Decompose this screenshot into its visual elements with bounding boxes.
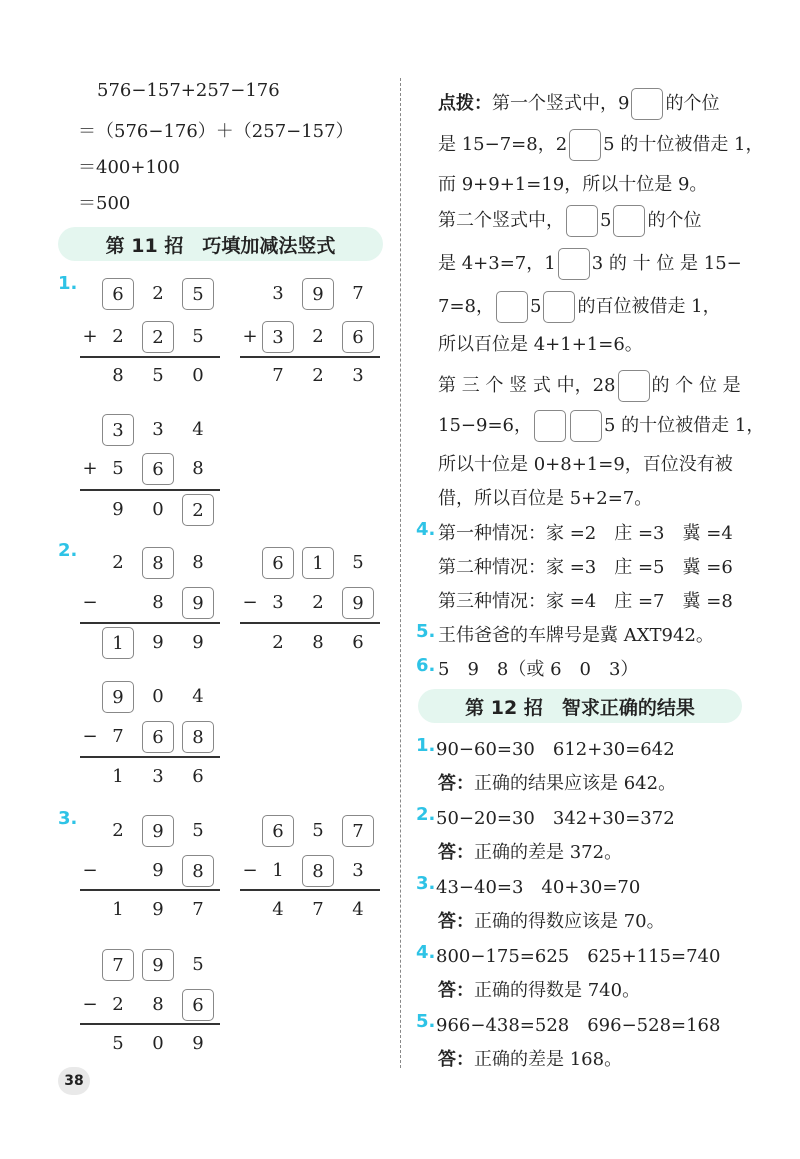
- operator: −: [82, 860, 98, 881]
- answer-line: 第三种情况：家 =4 庄 =7 冀 =8: [438, 591, 733, 612]
- calc-row: [240, 813, 380, 849]
- digit: 9: [152, 632, 164, 653]
- calc-row: [80, 813, 220, 849]
- digit: 0: [152, 686, 164, 707]
- calc-line: ＝400+100: [78, 157, 180, 178]
- answer-line: [438, 976, 640, 1002]
- hint-line: [438, 88, 719, 120]
- blank-box: [569, 129, 601, 161]
- answer-text: 正确的差是 168。: [474, 1049, 623, 1070]
- calc-rule: [80, 756, 220, 758]
- answer-box: 9: [302, 278, 334, 310]
- calc-line: 50−20=30 342+30=372: [436, 808, 675, 829]
- calc-rule: [240, 622, 380, 624]
- digit: 5: [112, 1033, 124, 1054]
- hint-line: [438, 291, 721, 323]
- digit: 8: [152, 994, 164, 1015]
- calc-row: [80, 719, 220, 755]
- digit: 9: [112, 499, 124, 520]
- answer-box: 6: [262, 815, 294, 847]
- calc-row: [240, 319, 380, 355]
- digit: 5: [192, 954, 204, 975]
- answer-box: 7: [102, 949, 134, 981]
- answer-text: 正确的差是 372。: [474, 842, 623, 863]
- digit: 7: [352, 283, 364, 304]
- blank-box: [570, 410, 602, 442]
- question-number: 6.: [416, 655, 436, 676]
- digit: 4: [192, 419, 204, 440]
- answer-label: 答：: [438, 1049, 474, 1070]
- calc-line: ＝500: [78, 193, 131, 214]
- answer-box: 9: [342, 587, 374, 619]
- calc-line: ＝（576−176）＋（257−157）: [78, 121, 354, 142]
- digit: 6: [352, 632, 364, 653]
- digit: 3: [272, 283, 284, 304]
- calc-row: [80, 892, 220, 928]
- hint-line: 所以十位是 0+8+1=9，百位没有被: [438, 454, 733, 475]
- calc-line: 90−60=30 612+30=642: [436, 739, 675, 760]
- operator: +: [82, 326, 98, 347]
- blank-box: [631, 88, 663, 120]
- digit: 3: [352, 365, 364, 386]
- digit: 2: [312, 326, 324, 347]
- answer-line: 第一种情况：家 =2 庄 =3 冀 =4: [438, 523, 733, 544]
- calc-row: [80, 412, 220, 448]
- answer-line: [438, 769, 676, 795]
- question-number: 4.: [416, 519, 436, 540]
- digit: 6: [192, 766, 204, 787]
- answer-box: 9: [142, 815, 174, 847]
- hint-text: 是 15−7=8，2: [438, 134, 568, 155]
- answer-box: 9: [102, 681, 134, 713]
- answer-label: 答：: [438, 842, 474, 863]
- operator: −: [242, 860, 258, 881]
- digit: 2: [112, 820, 124, 841]
- digit: 5: [152, 365, 164, 386]
- operator: +: [242, 326, 258, 347]
- digit: 0: [152, 1033, 164, 1054]
- hint-line: 借，所以百位是 5+2=7。: [438, 488, 653, 509]
- hint-line: [438, 370, 741, 402]
- blank-box: [496, 291, 528, 323]
- blank-box: [534, 410, 566, 442]
- digit: 9: [192, 632, 204, 653]
- digit: 8: [192, 458, 204, 479]
- calc-row: [80, 492, 220, 528]
- hint-text: 是 4+3=7，1: [438, 253, 556, 274]
- question-number: 1.: [416, 735, 436, 756]
- answer-box: 3: [262, 321, 294, 353]
- calc-rule: [80, 622, 220, 624]
- blank-box: [543, 291, 575, 323]
- digit: 5: [192, 326, 204, 347]
- digit: 4: [272, 899, 284, 920]
- answer-box: 8: [302, 855, 334, 887]
- blank-box: [613, 205, 645, 237]
- digit: 2: [112, 994, 124, 1015]
- calc-row: [240, 358, 380, 394]
- question-number: 5.: [416, 1011, 436, 1032]
- calc-rule: [240, 889, 380, 891]
- operator: −: [82, 592, 98, 613]
- hint-text: 5: [530, 296, 542, 317]
- hint-line: [438, 248, 742, 280]
- calc-row: [240, 545, 380, 581]
- digit: 0: [152, 499, 164, 520]
- answer-box: 7: [342, 815, 374, 847]
- digit: 2: [312, 592, 324, 613]
- operator: −: [242, 592, 258, 613]
- calc-row: [240, 892, 380, 928]
- digit: 2: [312, 365, 324, 386]
- hint-text: 5 的十位被借走 1，: [603, 415, 765, 436]
- answer-box: 5: [182, 278, 214, 310]
- section-12-title: 第 12 招 智求正确的结果: [418, 689, 742, 723]
- calc-row: [80, 759, 220, 795]
- hint-text: 第 三 个 竖 式 中，28: [438, 375, 616, 396]
- calc-row: [80, 276, 220, 312]
- answer-box: 6: [102, 278, 134, 310]
- hint-line: 所以百位是 4+1+1=6。: [438, 334, 643, 355]
- operator: −: [82, 994, 98, 1015]
- calc-row: [240, 585, 380, 621]
- hint-label: 点拨：: [438, 93, 492, 114]
- calc-line: 43−40=3 40+30=70: [436, 877, 641, 898]
- calc-row: [240, 853, 380, 889]
- question-number: 1.: [58, 273, 78, 294]
- page-number: 38: [58, 1067, 90, 1095]
- digit: 7: [272, 365, 284, 386]
- digit: 8: [152, 592, 164, 613]
- calc-row: [80, 358, 220, 394]
- calc-rule: [80, 489, 220, 491]
- digit: 2: [112, 326, 124, 347]
- blank-box: [558, 248, 590, 280]
- answer-line: 第二种情况：家 =3 庄 =5 冀 =6: [438, 557, 733, 578]
- digit: 1: [112, 899, 124, 920]
- hint-text: 3 的 十 位 是 15−: [591, 253, 742, 274]
- answer-line: [438, 1045, 622, 1071]
- answer-text: 正确的得数是 740。: [474, 980, 641, 1001]
- calc-row: [80, 585, 220, 621]
- answer-box: 6: [182, 989, 214, 1021]
- calc-row: [80, 625, 220, 661]
- question-number: 2.: [416, 804, 436, 825]
- hint-text: 15−9=6，: [438, 415, 532, 436]
- digit: 3: [152, 766, 164, 787]
- calc-row: [80, 545, 220, 581]
- question-number: 2.: [58, 540, 78, 561]
- answer-label: 答：: [438, 980, 474, 1001]
- answer-line: [438, 838, 622, 864]
- hint-text: 5: [600, 210, 612, 231]
- blank-box: [566, 205, 598, 237]
- digit: 4: [192, 686, 204, 707]
- answer-box: 6: [142, 721, 174, 753]
- answer-box: 8: [142, 547, 174, 579]
- digit: 3: [152, 419, 164, 440]
- hint-text: 的 个 位 是: [651, 375, 741, 396]
- calc-rule: [80, 1023, 220, 1025]
- digit: 3: [352, 860, 364, 881]
- digit: 7: [192, 899, 204, 920]
- digit: 7: [312, 899, 324, 920]
- answer-box: 9: [182, 587, 214, 619]
- question-number: 5.: [416, 621, 436, 642]
- answer-line: 5 9 8（或 6 0 3）: [438, 659, 639, 680]
- calc-row: [240, 276, 380, 312]
- answer-box: 8: [182, 721, 214, 753]
- answer-label: 答：: [438, 773, 474, 794]
- answer-box: 1: [102, 627, 134, 659]
- digit: 8: [112, 365, 124, 386]
- calc-row: [80, 853, 220, 889]
- answer-box: 9: [142, 949, 174, 981]
- answer-box: 6: [142, 453, 174, 485]
- digit: 9: [152, 860, 164, 881]
- digit: 9: [152, 899, 164, 920]
- digit: 5: [112, 458, 124, 479]
- calc-row: [80, 679, 220, 715]
- hint-text: 的个位: [665, 93, 720, 114]
- calc-row: [80, 451, 220, 487]
- calc-row: [80, 1026, 220, 1062]
- hint-text: 第一个竖式中，9: [492, 93, 630, 114]
- hint-line: 而 9+9+1=19，所以十位是 9。: [438, 174, 708, 195]
- hint-text: 7=8，: [438, 296, 494, 317]
- answer-box: 6: [262, 547, 294, 579]
- digit: 3: [272, 592, 284, 613]
- digit: 5: [312, 820, 324, 841]
- answer-box: 6: [342, 321, 374, 353]
- question-number: 3.: [416, 873, 436, 894]
- digit: 1: [272, 860, 284, 881]
- question-number: 3.: [58, 808, 78, 829]
- digit: 7: [112, 726, 124, 747]
- calc-row: [240, 625, 380, 661]
- hint-line: [438, 205, 701, 237]
- hint-text: 5 的十位被借走 1，: [603, 134, 764, 155]
- calc-line: 800−175=625 625+115=740: [436, 946, 721, 967]
- calc-line: 576−157+257−176: [97, 80, 280, 101]
- digit: 2: [152, 283, 164, 304]
- calc-row: [80, 319, 220, 355]
- question-number: 4.: [416, 942, 436, 963]
- hint-line: [438, 410, 764, 442]
- digit: 4: [352, 899, 364, 920]
- section-11-title: 第 11 招 巧填加减法竖式: [58, 227, 383, 261]
- digit: 8: [312, 632, 324, 653]
- hint-text: 第二个竖式中，: [438, 210, 564, 231]
- operator: +: [82, 458, 98, 479]
- digit: 1: [112, 766, 124, 787]
- digit: 5: [192, 820, 204, 841]
- answer-box: 1: [302, 547, 334, 579]
- digit: 2: [112, 552, 124, 573]
- answer-box: 2: [182, 494, 214, 526]
- blank-box: [618, 370, 650, 402]
- digit: 8: [192, 552, 204, 573]
- hint-text: 的百位被借走 1，: [577, 296, 721, 317]
- calc-line: 966−438=528 696−528=168: [436, 1015, 721, 1036]
- answer-text: 正确的结果应该是 642。: [474, 773, 677, 794]
- operator: −: [82, 726, 98, 747]
- calc-rule: [80, 889, 220, 891]
- digit: 2: [272, 632, 284, 653]
- answer-line: 王伟爸爸的车牌号是冀 AXT942。: [438, 625, 714, 646]
- answer-box: 8: [182, 855, 214, 887]
- digit: 0: [192, 365, 204, 386]
- hint-line: [438, 129, 764, 161]
- calc-row: [80, 987, 220, 1023]
- hint-text: 的个位: [647, 210, 702, 231]
- answer-box: 2: [142, 321, 174, 353]
- column-divider: [400, 78, 401, 1068]
- digit: 5: [352, 552, 364, 573]
- calc-row: [80, 947, 220, 983]
- answer-label: 答：: [438, 911, 474, 932]
- answer-line: [438, 907, 665, 933]
- digit: 9: [192, 1033, 204, 1054]
- answer-box: 3: [102, 414, 134, 446]
- answer-text: 正确的得数应该是 70。: [474, 911, 665, 932]
